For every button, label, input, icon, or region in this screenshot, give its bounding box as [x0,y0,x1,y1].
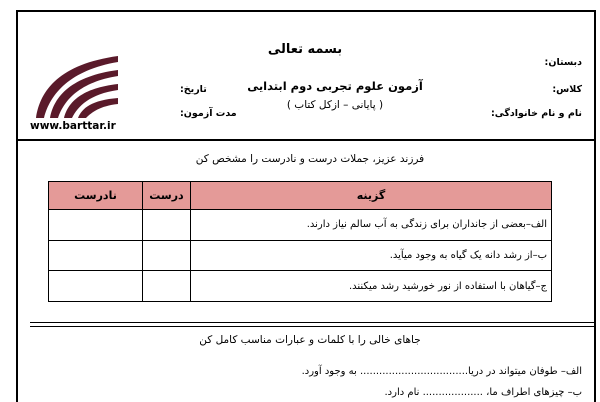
exam-subtitle: ( پایانی – ازکل کتاب ) [286,99,384,111]
section2-instruction: جاهای خالی را با کلمات و عبارات مناسب کامل کن [199,334,421,346]
incorrect-cell[interactable] [49,271,143,302]
website-link[interactable]: www.barttar.ir [30,120,116,132]
incorrect-cell[interactable] [49,240,143,271]
correct-cell[interactable] [143,210,191,241]
section-divider [30,326,596,327]
column-header-option: گزینه [191,182,552,210]
section1-instruction: فرزند عزیز، جملات درست و نادرست را مشخص کن [195,153,425,165]
barttar-logo-icon [30,50,122,120]
statement-text: ب–از رشد دانه یک گیاه به وجود میآید. [191,240,552,271]
page-title: بسمه تعالی [267,42,343,57]
true-false-table [48,181,552,302]
correct-cell[interactable] [143,271,191,302]
column-header-incorrect: نادرست [49,182,143,210]
exam-title: آزمون علوم تجربی دوم ابتدایی [247,79,423,93]
statement-text: ج–گیاهان با استفاده از نور خورشید رشد میکنند. [191,271,552,302]
statement-text: الف–بعضی از جانداران برای زندگی به آب سالم نیاز دارند. [191,210,552,241]
school-field-label: دبستان: [544,57,582,68]
fill-blank-item: الف– طوفان میتواند در دریا.................................. به وجود آورد. [301,366,582,377]
date-field-label: تاریخ: [180,84,207,95]
table-row [49,271,552,302]
table-row [49,210,552,241]
duration-field-label: مدت آزمون: [180,108,237,119]
column-header-correct: درست [143,182,191,210]
header-separator [16,139,596,141]
section-divider [30,322,596,323]
class-field-label: کلاس: [552,84,582,95]
name-field-label: نام و نام خانوادگی: [490,108,582,119]
table-row [49,240,552,271]
correct-cell[interactable] [143,240,191,271]
fill-blank-item: ب– چیزهای اطراف ما، ................... نام دارد. [384,387,582,398]
incorrect-cell[interactable] [49,210,143,241]
